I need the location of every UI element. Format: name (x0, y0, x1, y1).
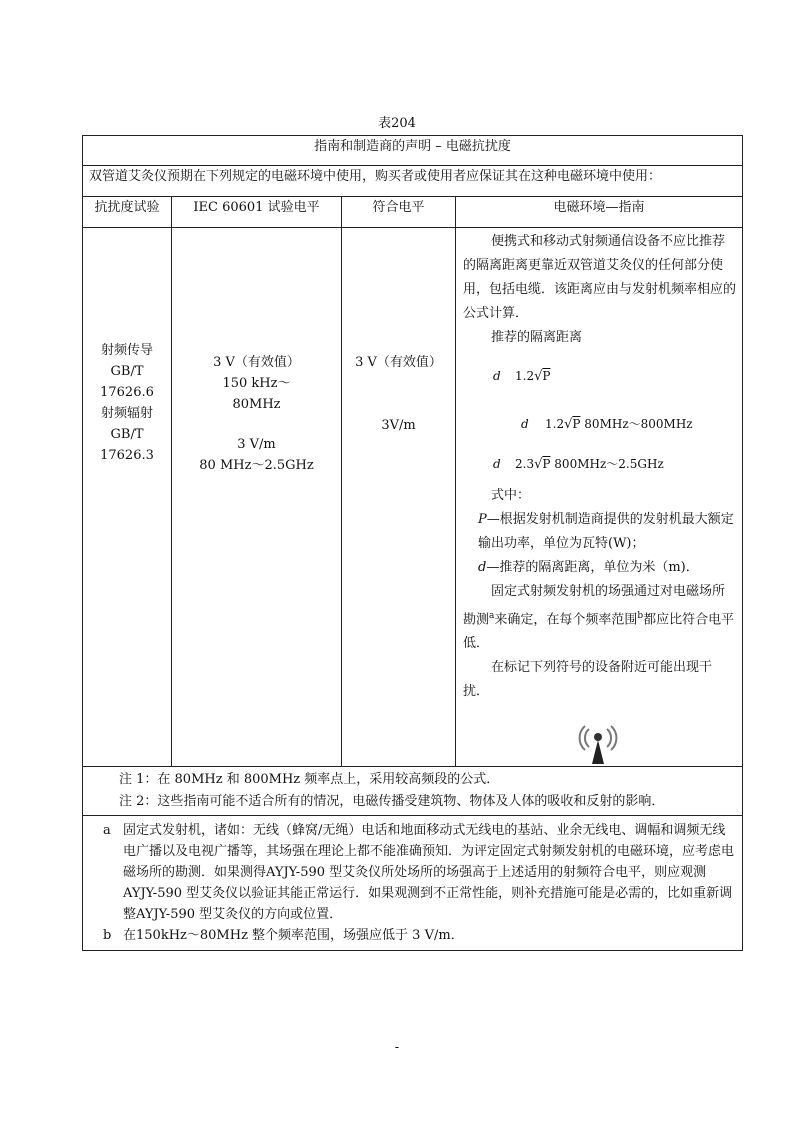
formula-d: d (493, 457, 501, 471)
footnotes-cell (83, 816, 743, 951)
sqrt-icon: √ (534, 369, 543, 384)
non-ionizing-radiation-icon (573, 716, 623, 766)
header-row (83, 197, 743, 228)
definition-d (463, 556, 736, 580)
footnote-mark: a (103, 823, 111, 839)
test-line: GB/T (110, 427, 144, 442)
formula-3 (463, 452, 736, 480)
iec-level-cell (172, 228, 342, 767)
footnote-text: 固定式发射机，诸如：无线（蜂窝/无绳）电话和地面移动式无线电的基站、业余无线电、调幅和调频无线电广播以及电视广播等，其场强在理论上都不能准确预知．为评定固定式射频发射机的电磁环境，应考虑电磁场所的勘测．如果测得AYJY-590 型艾灸仪所处场所的场强高于上述适用的射频符合电平，则应观测AYJY-590 型艾灸仪以验证其能正常运行．如果观测到不正常性能，则补充措施可能是必需的，比如重新调整AYJY-590 型艾灸仪的方向或位置． (123, 823, 735, 923)
formula-coef: 1.2 (515, 369, 535, 383)
page-number: - (394, 1040, 400, 1055)
formula-var: P (542, 369, 551, 383)
def-symbol: P (478, 512, 487, 527)
header-compliance-level: 符合电平 (342, 197, 456, 228)
notes-row (83, 767, 743, 816)
formula-d: d (493, 369, 501, 383)
guidance-para-4: 在标记下列符号的设备附近可能出现干扰． (463, 660, 713, 700)
footnote-text: 在150kHz～80MHz 整个频率范围，场强应低于 3 V/m． (123, 928, 464, 944)
footnote-ref-a: a (489, 611, 495, 621)
formula-2 (463, 412, 736, 440)
table-title: 指南和制造商的声明 – 电磁抗扰度 (83, 136, 743, 166)
test-line: 17626.6 (100, 385, 154, 400)
formula-coef: 1.2 (545, 417, 565, 431)
def-text: —根据发射机制造商提供的发射机最大额定输出功率，单位为瓦特(W)； (478, 512, 734, 551)
note-2: 注 2：这些指南可能不适合所有的情况，电磁传播受建筑物、物体及人体的吸收和反射的影响． (119, 794, 665, 810)
iec-line: 80MHz (232, 397, 281, 412)
sqrt-icon: √ (564, 417, 573, 432)
notes-cell (83, 767, 743, 816)
iec-line: 3 V（有效值） (213, 355, 300, 370)
formula-range: 800MHz～2.5GHz (554, 457, 664, 471)
compliance-line: 3V/m (381, 418, 416, 433)
iec-line: 150 kHz～ (222, 376, 291, 391)
def-symbol: d (478, 560, 487, 575)
formula-d: d (521, 417, 529, 431)
data-row (83, 228, 743, 767)
guidance-cell (456, 228, 743, 767)
emc-immunity-table (82, 135, 743, 951)
iec-spacer (172, 415, 341, 434)
formula-var: P (542, 457, 551, 471)
table-caption: 表204 (378, 116, 416, 131)
formula-coef: 2.3 (515, 457, 535, 471)
formula-var: P (572, 417, 581, 431)
compliance-level-cell (342, 228, 456, 767)
where-label: 式中： (491, 488, 531, 503)
immunity-test-cell (83, 228, 172, 767)
footnote-b (103, 925, 734, 946)
test-line: 射频辐射 (100, 406, 153, 421)
header-immunity-test: 抗扰度试验 (83, 197, 172, 228)
footnotes-row (83, 816, 743, 951)
sqrt-icon: √ (534, 457, 543, 472)
footnote-ref-b: b (637, 611, 644, 621)
compliance-line: 3 V（有效值） (355, 355, 442, 370)
guidance-para-3: 固定式射频发射机的场强通过对电磁场所勘测$^a$来确定，在每个频率范围$^b$都应比符合电平低． (463, 584, 735, 652)
def-text: —推荐的隔离距离，单位为米（m)． (486, 560, 699, 575)
test-line: 17626.3 (100, 448, 154, 463)
footnote-a (103, 820, 734, 925)
test-line: 射频传导 (100, 343, 153, 358)
footnote-mark: b (103, 928, 112, 944)
iec-line: 80 MHz～2.5GHz (199, 458, 314, 473)
note-1: 注 1：在 80MHz 和 800MHz 频率点上，采用较高频段的公式． (119, 772, 500, 788)
header-guidance: 电磁环境—指南 (456, 197, 743, 228)
iec-line: 3 V/m (237, 437, 276, 452)
formula-range: 80MHz～800MHz (584, 417, 693, 431)
header-iec-level: IEC 60601 试验电平 (172, 197, 342, 228)
guidance-para-1: 便携式和移动式射频通信设备不应比推荐的隔离距离更靠近双管道艾灸仪的任何部分使用，包括电缆．该距离应由与发射机频率相应的公式计算． (463, 234, 737, 321)
formula-1 (463, 364, 736, 392)
definition-p (463, 508, 736, 556)
test-line: GB/T (110, 364, 144, 379)
table-intro: 双管道艾灸仪预期在下列规定的电磁环境中使用，购买者或使用者应保证其在这种电磁环境中使用： (83, 166, 743, 197)
guidance-para-2: 推荐的隔离距离 (491, 330, 583, 345)
